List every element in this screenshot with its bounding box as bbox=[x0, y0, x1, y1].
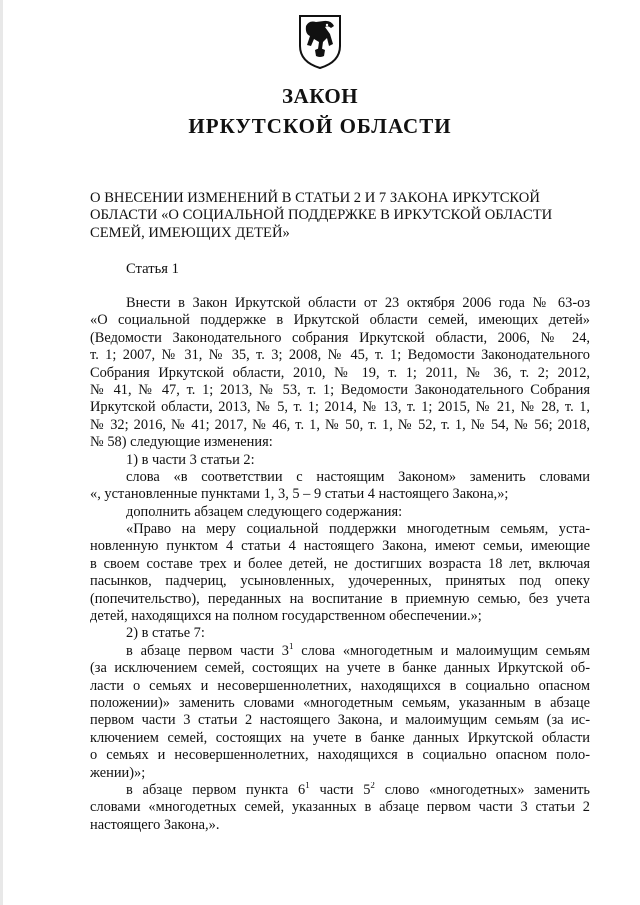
article-text: в абзаце первом пункта 6 bbox=[126, 781, 306, 798]
article-line bbox=[90, 608, 590, 625]
article-text: о семьях и несовершеннолетних, находящихся в социально опасном поло- bbox=[90, 747, 590, 764]
article-line bbox=[90, 504, 590, 521]
subject-line: СЕМЕЙ, ИМЕЮЩИХ ДЕТЕЙ» bbox=[90, 224, 290, 241]
article-text: ключением семей, состоящих на учете в банке данных Иркутской области bbox=[90, 729, 590, 746]
article-line bbox=[90, 573, 590, 590]
article-text: слово «многодетных» заменить bbox=[374, 781, 590, 798]
article-text: словами «многодетных семей, указанных в абзаце первом части 3 статьи 2 bbox=[90, 799, 590, 816]
article-text: слова «в соответствии с настоящим Законом» заменить словами bbox=[126, 468, 590, 485]
article-line bbox=[90, 452, 590, 469]
article-line bbox=[90, 434, 590, 451]
article-line bbox=[90, 591, 590, 608]
article-line bbox=[90, 799, 590, 816]
article-text: 1) в части 3 статьи 2: bbox=[126, 451, 255, 468]
article-text: дополнить абзацем следующего содержания: bbox=[126, 503, 403, 520]
article-line bbox=[90, 538, 590, 555]
article-text: первом части 3 статьи 2 настоящего Закона, и малоимущим семьям (за ис- bbox=[90, 712, 590, 729]
subject-line: О ВНЕСЕНИИ ИЗМЕНЕНИЙ В СТАТЬИ 2 И 7 ЗАКОНА ИРКУТСКОЙ bbox=[90, 190, 540, 206]
article-text: жении)»; bbox=[90, 764, 146, 781]
article-text: в своем составе трех и более детей, не достигших возраста 18 лет, включая bbox=[90, 555, 590, 572]
article-text: Собрания Иркутской области, 2010, № 19, т. 1; 2011, № 36, т. 2; 2012, bbox=[90, 364, 590, 381]
article-line bbox=[90, 678, 590, 695]
article-line bbox=[90, 625, 590, 642]
article-line bbox=[90, 312, 590, 329]
article-line bbox=[90, 469, 590, 486]
article-text: настоящего Закона,». bbox=[90, 816, 220, 833]
article-text: «Право на меру социальной поддержки многодетным семьям, уста- bbox=[126, 521, 590, 538]
article-line bbox=[90, 486, 590, 503]
article-line bbox=[90, 417, 590, 434]
article-line bbox=[90, 660, 590, 677]
article-text: «, установленные пунктами 1, 3, 5 – 9 статьи 4 настоящего Закона,»; bbox=[90, 486, 509, 503]
article-line bbox=[90, 556, 590, 573]
article-line bbox=[90, 765, 590, 782]
article-text: (попечительство), переданных на воспитание в приемную семью, без учета bbox=[90, 590, 590, 607]
article-text: (за исключением семей, состоящих на учете в банке данных Иркутской об- bbox=[90, 660, 590, 677]
article-text: 2) в статье 7: bbox=[126, 625, 205, 642]
article-text: слова «многодетным и малоимущим семьям bbox=[293, 642, 590, 659]
article-heading: Статья 1 bbox=[126, 261, 179, 277]
article-body bbox=[90, 295, 590, 834]
article-line bbox=[90, 643, 590, 660]
article-text: ласти о семьях и несовершеннолетних, находящихся в социально опасном bbox=[90, 677, 590, 694]
article-text: новленную пунктом 4 статьи 4 настоящего Закона, имеют семьи, имеющие bbox=[90, 538, 590, 555]
superscript-number: 1 bbox=[305, 781, 310, 790]
article-line bbox=[90, 382, 590, 399]
coat-of-arms-icon bbox=[297, 12, 343, 70]
article-line bbox=[90, 695, 590, 712]
article-line bbox=[90, 712, 590, 729]
article-text: «О социальной поддержке в Иркутской области семей, имеющих детей» bbox=[90, 312, 590, 329]
article-text: части 5 bbox=[309, 781, 371, 798]
article-line bbox=[90, 399, 590, 416]
article-line bbox=[90, 817, 590, 834]
article-text: Иркутской области, 2013, № 5, т. 1; 2014, № 13, т. 1; 2015, № 21, № 28, т. 1, bbox=[90, 399, 590, 416]
article-line bbox=[90, 730, 590, 747]
article-line bbox=[90, 747, 590, 764]
superscript-number: 1 bbox=[289, 642, 294, 651]
article-text: пасынков, падчериц, усыновленных, удочеренных, принятых под опеку bbox=[90, 573, 590, 590]
article-text: № 58) следующие изменения: bbox=[90, 434, 273, 451]
article-text: (Ведомости Законодательного собрания Иркутской области, 2006, № 24, bbox=[90, 329, 590, 346]
article-text: Внести в Закон Иркутской области от 23 октября 2006 года № 63-оз bbox=[126, 295, 590, 311]
article-line bbox=[90, 521, 590, 538]
law-subject bbox=[90, 190, 590, 242]
article-line bbox=[90, 295, 590, 312]
subject-line: ОБЛАСТИ «О СОЦИАЛЬНОЙ ПОДДЕРЖКЕ В ИРКУТСКОЙ ОБЛАСТИ bbox=[90, 207, 553, 224]
article-text: т. 1; 2007, № 31, № 35, т. 3; 2008, № 45, т. 1; Ведомости Законодательного bbox=[90, 347, 590, 364]
law-region-title: ИРКУТСКОЙ ОБЛАСТИ bbox=[188, 114, 452, 138]
article-text: в абзаце первом части 3 bbox=[126, 642, 289, 659]
article-line bbox=[90, 365, 590, 382]
law-title: ЗАКОН bbox=[281, 84, 359, 108]
article-text: № 32; 2016, № 41; 2017, № 46, т. 1, № 50, т. 1, № 52, т. 1, № 54, № 56; 2018, bbox=[90, 416, 590, 433]
article-text: положении)» заменить словами «многодетным семьям, указанным в абзаце bbox=[90, 694, 590, 711]
superscript-number: 2 bbox=[370, 781, 375, 790]
article-text: детей, находящихся на полном государственном обеспечении.»; bbox=[90, 608, 482, 625]
article-line bbox=[90, 347, 590, 364]
article-line bbox=[90, 782, 590, 799]
article-text: № 41, № 47, т. 1; 2013, № 53, т. 1; Ведомости Законодательного Собрания bbox=[90, 381, 590, 398]
article-line bbox=[90, 330, 590, 347]
